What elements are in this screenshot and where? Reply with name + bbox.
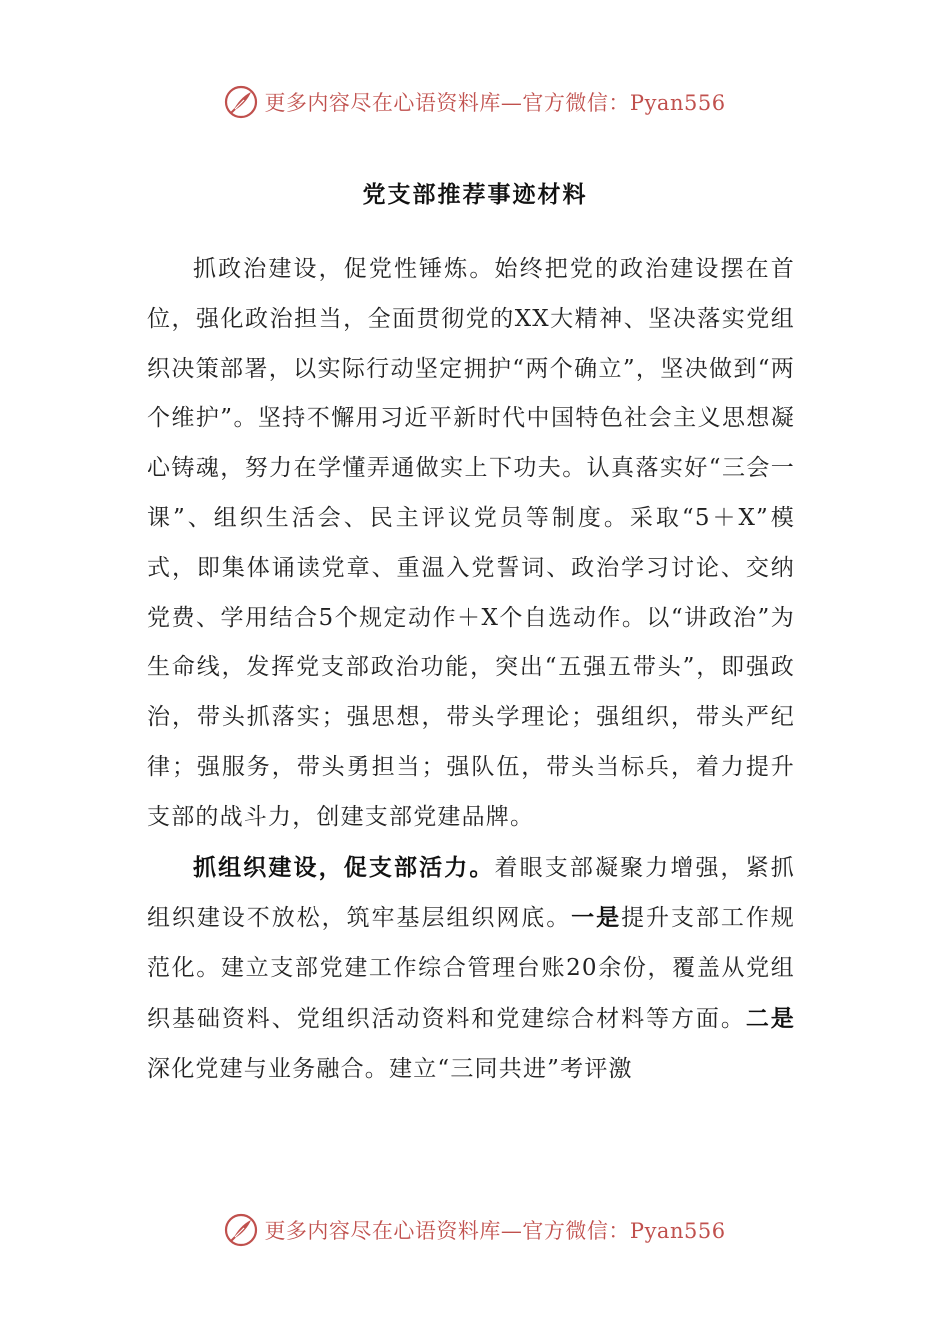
watermark-text: 更多内容尽在心语资料库—官方微信：Pyan556: [264, 91, 726, 115]
document-title: 党支部推荐事迹材料: [362, 181, 588, 208]
paragraph-political-building: [147, 245, 795, 843]
watermark-text: 更多内容尽在心语资料库—官方微信：Pyan556: [264, 1219, 726, 1243]
paragraph-text-1: 着眼支部凝聚力增强，紧抓组织建设不放松，筑牢基层组织网底。: [147, 854, 796, 932]
document-body: [147, 245, 795, 1095]
paragraph-text-3: 深化党建与业务融合。建立“三同共进”考评激: [147, 1055, 633, 1082]
paragraph-text: 抓政治建设，促党性锤炼。始终把党的政治建设摆在首位，强化政治担当，全面贯彻党的XX大精神、坚决落实党组织决策部署，以实际行动坚定拥护“两个确立”，坚决做到“两个维护”。坚持不懈用习近平新时代中国特色社会主义思想凝心铸魂，努力在学懂弄通做实上下功夫。认真落实好“三会一课”、组织生活会、民主评议党员等制度。采取“5＋X”模式，即集体诵读党章、重温入党誓词、政治学习讨论、交纳党费、学用结合5个规定动作＋X个自选动作。以“讲政治”为生命线，发挥党支部政治功能，突出“五强五带头”，即强政治，带头抓落实；强思想，带头学理论；强组织，带头严纪律；强服务，带头勇担当；强队伍，带头当标兵，着力提升支部的战斗力，创建支部党建品牌。: [147, 256, 795, 830]
paragraph-lead: 抓组织建设，促支部活力。: [193, 853, 495, 881]
point-one-marker: 一是: [571, 904, 622, 932]
footer-watermark: [0, 1210, 950, 1250]
quill-pen-icon: [224, 85, 258, 119]
header-watermark: [0, 82, 950, 122]
quill-pen-icon: [224, 1213, 258, 1247]
point-two-marker: 二是: [745, 1004, 795, 1032]
paragraph-organization-building: [147, 843, 795, 1095]
paragraph-text-2: 提升支部工作规范化。建立支部党建工作综合管理台账20余份，覆盖从党组织基础资料、党组织活动资料和党建综合材料等方面。: [147, 905, 795, 1032]
